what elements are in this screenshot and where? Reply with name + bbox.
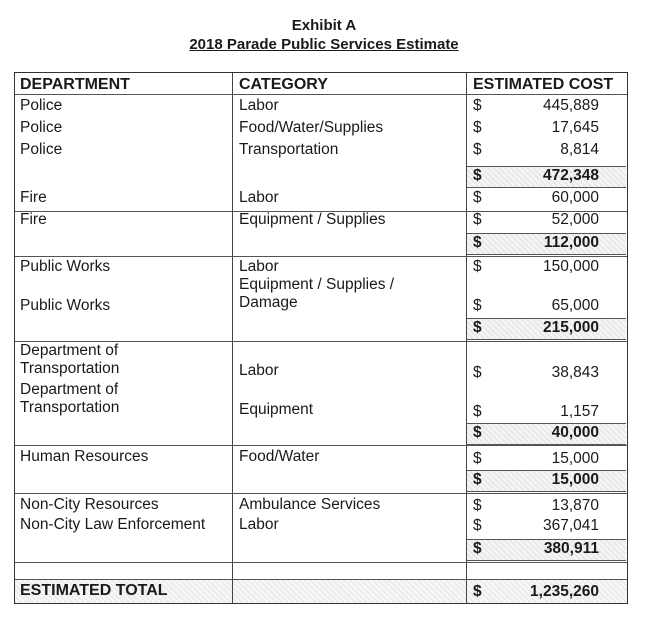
row-divider xyxy=(15,94,627,95)
currency-symbol: $ xyxy=(473,211,482,228)
department-cell: Human Resources xyxy=(20,448,149,465)
cost-cell: 8,814 xyxy=(560,141,599,158)
header-estimated-cost: ESTIMATED COST xyxy=(473,76,614,93)
subtotal-cell: 15,000 xyxy=(551,471,599,488)
currency-symbol: $ xyxy=(473,319,482,336)
estimate-table xyxy=(14,72,628,604)
estimate-subtitle: 2018 Parade Public Services Estimate xyxy=(189,36,459,53)
currency-symbol: $ xyxy=(473,497,482,514)
currency-symbol: $ xyxy=(473,297,482,314)
cost-cell: 65,000 xyxy=(551,297,599,314)
currency-symbol: $ xyxy=(473,471,482,488)
exhibit-title xyxy=(0,16,648,54)
currency-symbol: $ xyxy=(473,97,482,114)
subtotal-cell: 112,000 xyxy=(543,234,599,251)
cost-cell: 38,843 xyxy=(551,364,599,381)
category-cell: Equipment / Supplies xyxy=(239,211,386,228)
category-cell: Labor xyxy=(239,189,279,206)
row-divider xyxy=(15,445,627,446)
currency-symbol: $ xyxy=(473,234,482,251)
subtotal-cell: 215,000 xyxy=(542,319,599,336)
category-cell: Transportation xyxy=(239,141,339,158)
cost-cell: 13,870 xyxy=(551,497,599,514)
currency-symbol: $ xyxy=(473,119,482,136)
subtotal-band xyxy=(466,470,626,492)
currency-symbol: $ xyxy=(473,141,482,158)
currency-symbol: $ xyxy=(473,189,482,206)
department-cell: Non-City Law Enforcement xyxy=(20,516,206,533)
cost-cell: 367,041 xyxy=(542,517,599,534)
department-cell: Department of Transportation xyxy=(20,381,120,416)
cost-cell: 150,000 xyxy=(542,258,599,275)
cost-cell: 445,889 xyxy=(542,97,599,114)
department-cell: Police xyxy=(20,119,63,136)
subtotal-cell: 472,348 xyxy=(542,167,599,184)
header-department: DEPARTMENT xyxy=(20,76,130,93)
cost-cell: 17,645 xyxy=(551,119,599,136)
department-cell: Non-City Resources xyxy=(20,496,159,513)
row-divider xyxy=(15,493,627,494)
department-cell: Fire xyxy=(20,189,47,206)
estimated-total-label: ESTIMATED TOTAL xyxy=(20,582,168,599)
subtotal-cell: 380,911 xyxy=(543,540,599,557)
department-cell: Police xyxy=(20,97,63,114)
cost-cell: 15,000 xyxy=(551,450,599,467)
department-cell: Department of Transportation xyxy=(20,342,120,377)
category-cell: Equipment / Supplies / Damage xyxy=(239,276,395,311)
estimated-total-value: 1,235,260 xyxy=(530,583,599,600)
row-divider xyxy=(15,562,627,563)
currency-symbol: $ xyxy=(473,403,482,420)
header-category: CATEGORY xyxy=(239,76,328,93)
exhibit-label: Exhibit A xyxy=(291,17,357,34)
cost-cell: 60,000 xyxy=(551,189,599,206)
category-cell: Food/Water xyxy=(239,448,320,465)
column-divider xyxy=(466,73,467,603)
currency-symbol: $ xyxy=(473,364,482,381)
category-cell: Labor xyxy=(239,362,279,379)
subtotal-band xyxy=(466,423,626,445)
currency-symbol: $ xyxy=(473,258,482,275)
department-cell: Public Works xyxy=(20,258,111,275)
department-cell: Police xyxy=(20,141,63,158)
category-cell: Labor xyxy=(239,258,279,275)
currency-symbol: $ xyxy=(473,517,482,534)
department-cell: Fire xyxy=(20,211,47,228)
department-cell: Public Works xyxy=(20,297,111,314)
category-cell: Equipment xyxy=(239,401,314,418)
row-divider xyxy=(15,579,627,580)
currency-symbol: $ xyxy=(473,583,482,600)
category-cell: Ambulance Services xyxy=(239,496,381,513)
currency-symbol: $ xyxy=(473,424,482,441)
category-cell: Food/Water/Supplies xyxy=(239,119,384,136)
cost-cell: 1,157 xyxy=(560,403,599,420)
category-cell: Labor xyxy=(239,97,279,114)
currency-symbol: $ xyxy=(473,450,482,467)
cost-cell: 52,000 xyxy=(551,211,599,228)
currency-symbol: $ xyxy=(473,167,482,184)
subtotal-cell: 40,000 xyxy=(551,424,599,441)
column-divider xyxy=(232,73,233,603)
category-cell: Labor xyxy=(239,516,279,533)
currency-symbol: $ xyxy=(473,540,482,557)
row-divider xyxy=(15,256,627,257)
